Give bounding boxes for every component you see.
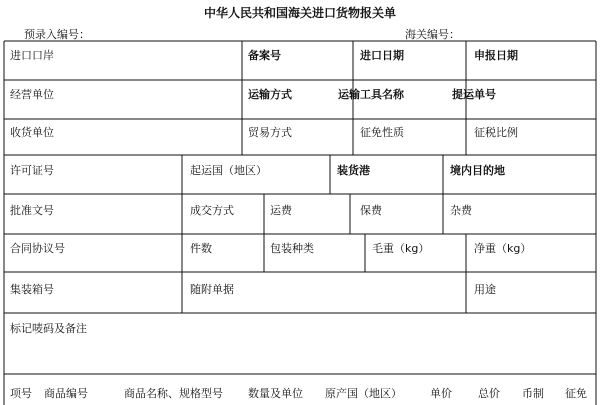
pre-entry-number-label: 预录入编号：	[24, 28, 90, 41]
transport-mode-label: 运输方式	[248, 88, 292, 101]
column-origin: 原产国（地区）	[325, 387, 402, 400]
column-qty-unit: 数量及单位	[248, 387, 303, 400]
column-exemption: 征免	[565, 387, 587, 400]
tax-ratio-label: 征税比例	[474, 126, 518, 139]
license-number-label: 许可证号	[10, 164, 54, 177]
loading-port-label: 装货港	[337, 164, 370, 177]
import-date-label: 进口日期	[360, 49, 404, 62]
approval-number-label: 批准文号	[10, 204, 54, 217]
declare-date-label: 申报日期	[474, 49, 518, 62]
form-title: 中华人民共和国海关进口货物报关单	[203, 6, 396, 20]
transport-name-label: 运输工具名称	[338, 88, 404, 101]
receiving-unit-label: 收货单位	[10, 126, 54, 139]
column-goods-name: 商品名称、规格型号	[124, 387, 223, 400]
package-type-label: 包装种类	[270, 242, 314, 255]
destination-label: 境内目的地	[450, 164, 505, 177]
trade-mode-label: 贸易方式	[248, 126, 292, 139]
contract-number-label: 合同协议号	[10, 242, 65, 255]
freight-label: 运费	[270, 204, 292, 217]
marks-remarks-label: 标记唛码及备注	[10, 322, 87, 335]
exemption-nature-label: 征免性质	[360, 126, 404, 139]
record-number-label: 备案号	[248, 49, 281, 62]
column-currency: 币制	[522, 387, 544, 400]
insurance-label: 保费	[360, 204, 382, 217]
column-item-no: 项号	[10, 387, 32, 400]
gross-weight-label: 毛重（kg）	[372, 242, 430, 255]
deal-mode-label: 成交方式	[190, 204, 234, 217]
container-number-label: 集装箱号	[10, 283, 54, 296]
attached-docs-label: 随附单据	[190, 283, 234, 296]
operating-unit-label: 经营单位	[10, 88, 54, 101]
column-goods-no: 商品编号	[44, 387, 88, 400]
import-port-label: 进口口岸	[10, 49, 54, 62]
bill-number-label: 提运单号	[452, 88, 496, 101]
net-weight-label: 净重（kg）	[474, 242, 532, 255]
misc-fee-label: 杂费	[450, 204, 472, 217]
origin-country-label: 起运国（地区）	[190, 164, 267, 177]
column-total-price: 总价	[478, 387, 500, 400]
column-unit-price: 单价	[430, 387, 452, 400]
customs-number-label: 海关编号：	[405, 28, 460, 41]
packages-label: 件数	[190, 242, 212, 255]
usage-label: 用途	[474, 283, 496, 296]
